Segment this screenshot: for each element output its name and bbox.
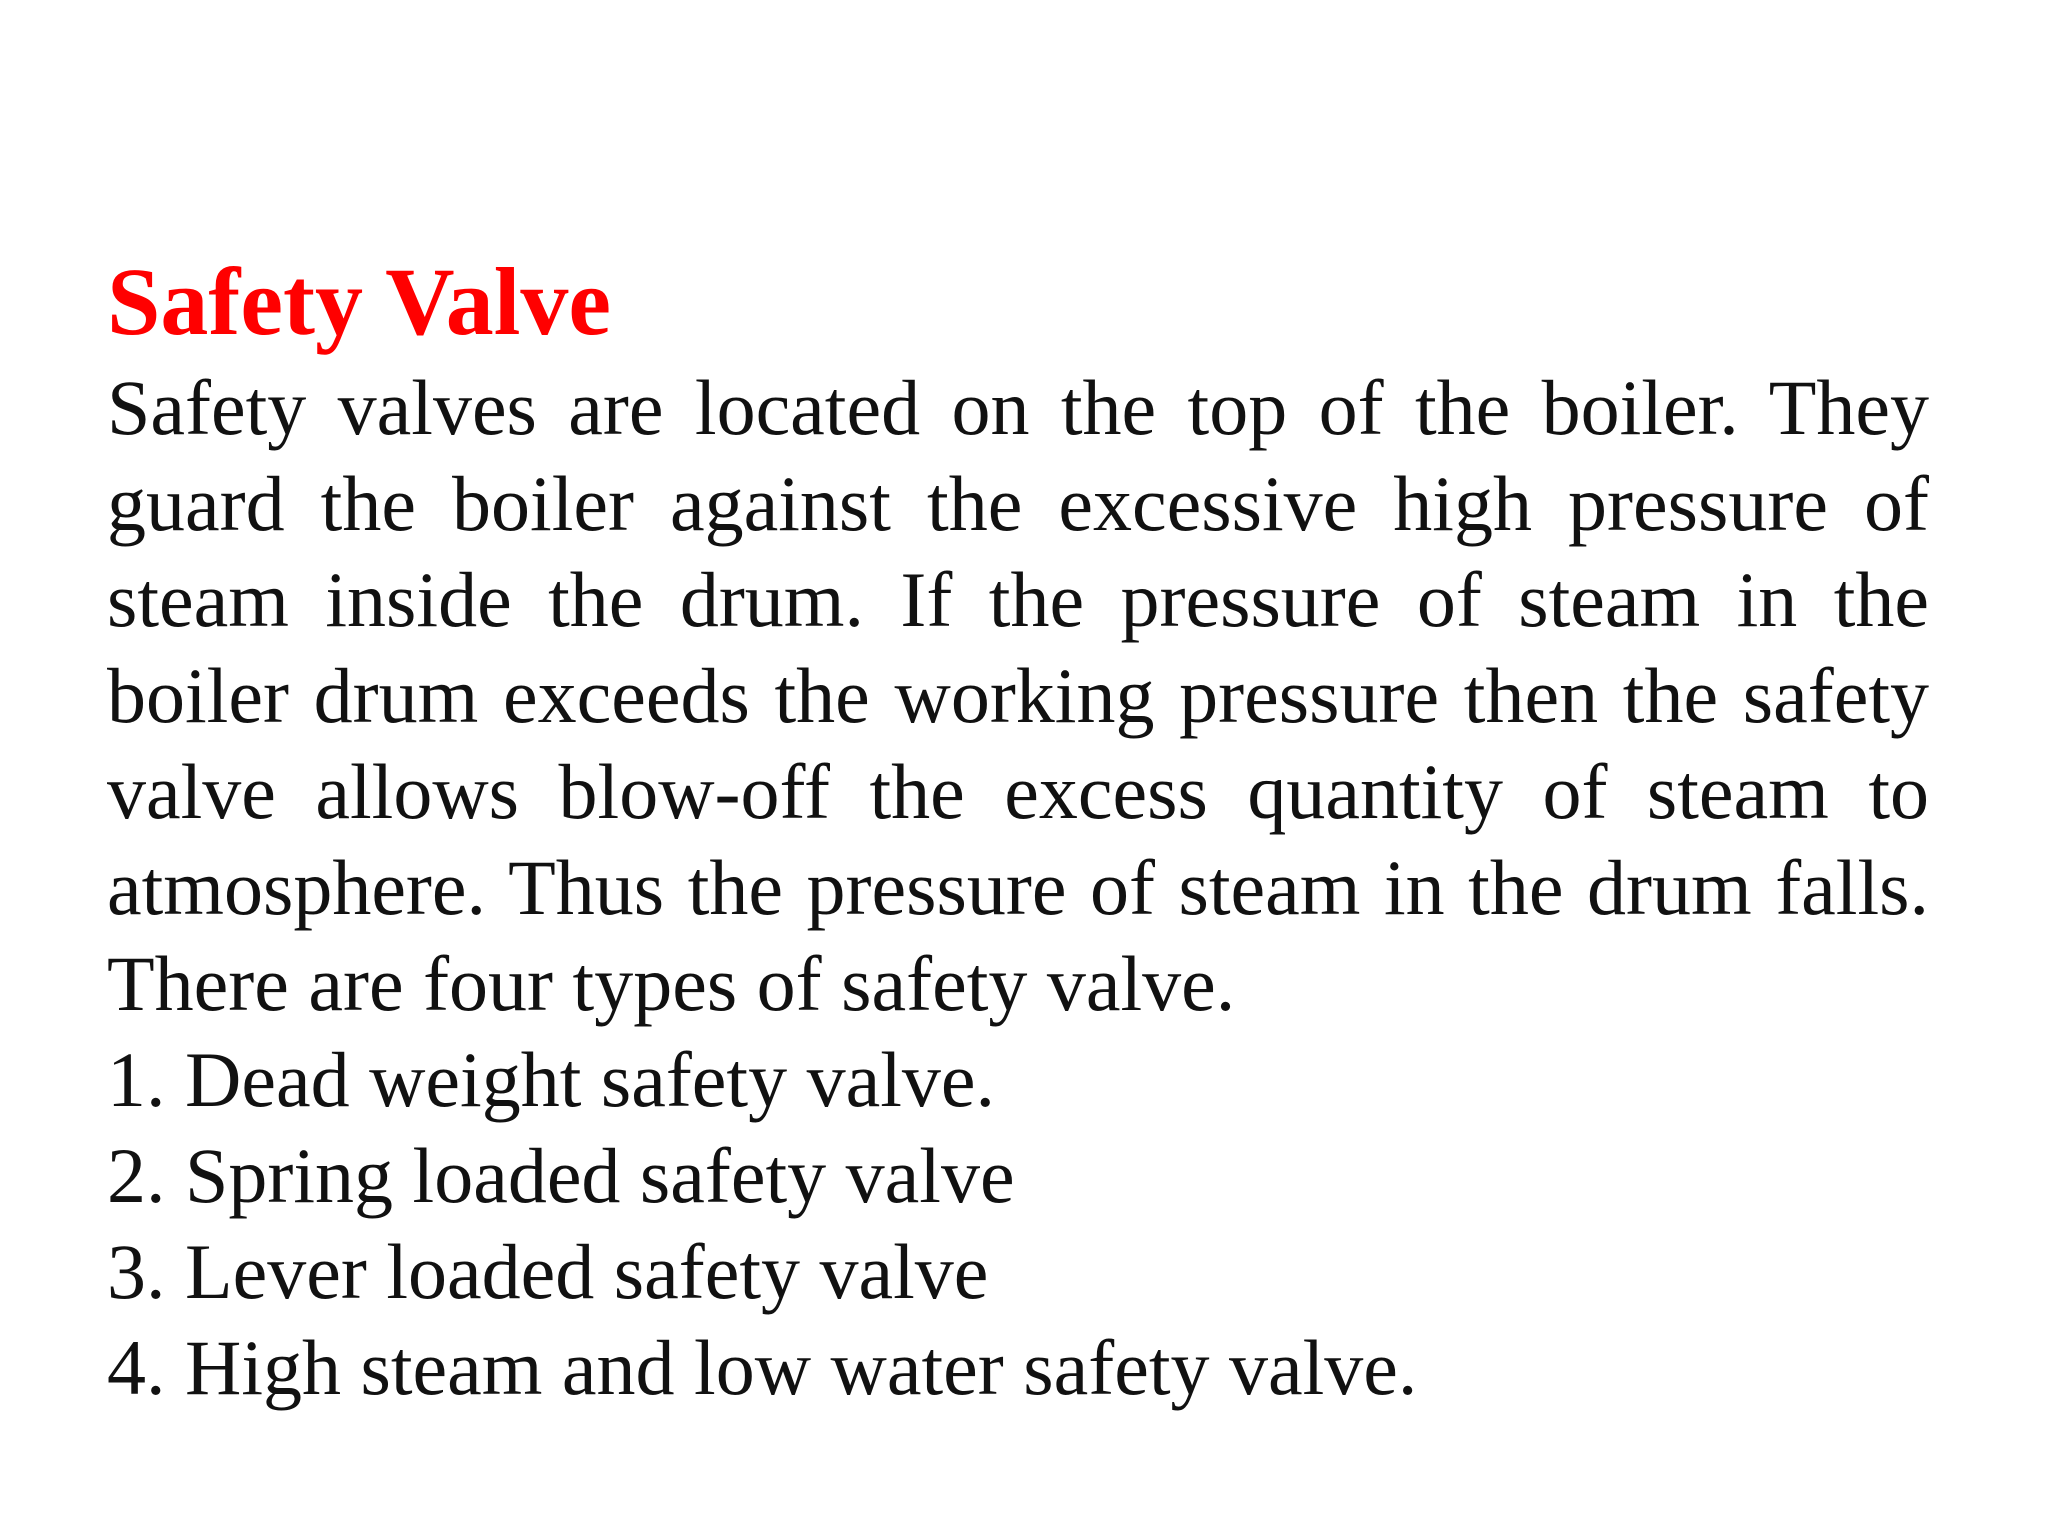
slide-title: Safety Valve bbox=[107, 248, 611, 355]
list-item: 3. Lever loaded safety valve bbox=[107, 1228, 989, 1315]
description-paragraph: Safety valves are located on the top of the boiler. They guard the boiler against the excessive high pressure of steam inside the drum. If the pressure of steam in the boiler drum exceeds the working pressure then the safety valve allows blow-off the excess quantity of steam to atmosphere. Thus the pressure of steam in the drum falls. There are four types of safety valve. bbox=[107, 364, 1929, 1027]
valve-types-list bbox=[107, 1032, 1929, 1416]
slide-content bbox=[107, 248, 1929, 1416]
list-item: 2. Spring loaded safety valve bbox=[107, 1132, 1015, 1219]
list-item: 4. High steam and low water safety valve. bbox=[107, 1324, 1418, 1411]
list-item: 1. Dead weight safety valve. bbox=[107, 1036, 996, 1123]
